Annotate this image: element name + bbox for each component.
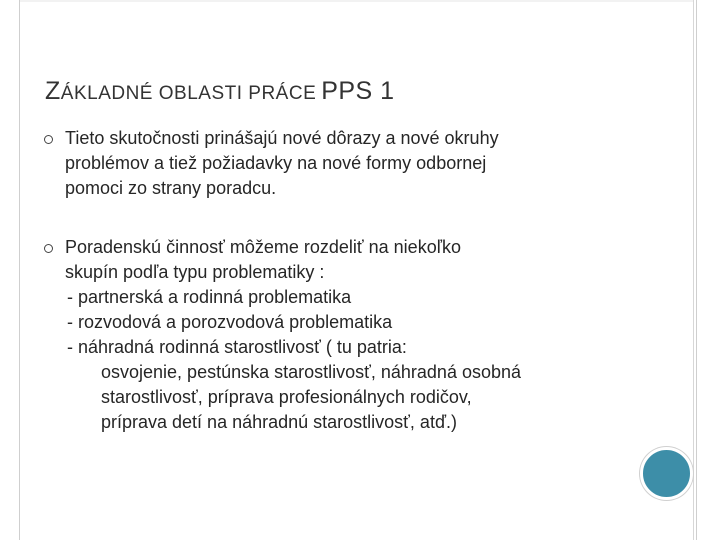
bullet-list: [44, 126, 644, 435]
bullet-subline: - náhradná rodinná starostlivosť ( tu patria:: [67, 337, 407, 357]
title-small-caps: ÁKLADNÉ OBLASTI PRÁCE: [60, 83, 317, 104]
bullet-circle-icon: [44, 135, 53, 144]
bullet-line: skupín podľa typu problematiky :: [65, 262, 325, 282]
right-accent-line: [693, 0, 694, 540]
bullet-subline: - rozvodová a porozvodová problematika: [67, 312, 393, 332]
corner-circle-decoration: [640, 447, 693, 500]
slide-title: [45, 77, 395, 106]
bullet-subline: - partnerská a rodinná problematika: [67, 287, 352, 307]
bullet-subline: osvojenie, pestúnska starostlivosť, náhradná osobná: [101, 362, 522, 382]
title-rest: PPS 1: [321, 77, 395, 105]
bullet-line: Tieto skutočnosti prinášajú nové dôrazy a nové okruhy: [65, 128, 499, 148]
bullet-line: problémov a tiež požiadavky na nové formy odbornej: [65, 153, 487, 173]
title-first-letter: Z: [45, 77, 61, 105]
bullet-line: pomoci zo strany poradcu.: [65, 178, 277, 198]
bullet-item: [44, 126, 644, 201]
bullet-line: Poradenskú činnosť môžeme rozdeliť na niekoľko: [65, 237, 461, 257]
bullet-subline: starostlivosť, príprava profesionálnych rodičov,: [101, 387, 472, 407]
bullet-circle-icon: [44, 244, 53, 253]
bullet-subline: príprava detí na náhradnú starostlivosť, atď.): [101, 412, 458, 432]
top-strip: [20, 0, 694, 2]
bullet-item: [44, 235, 644, 435]
